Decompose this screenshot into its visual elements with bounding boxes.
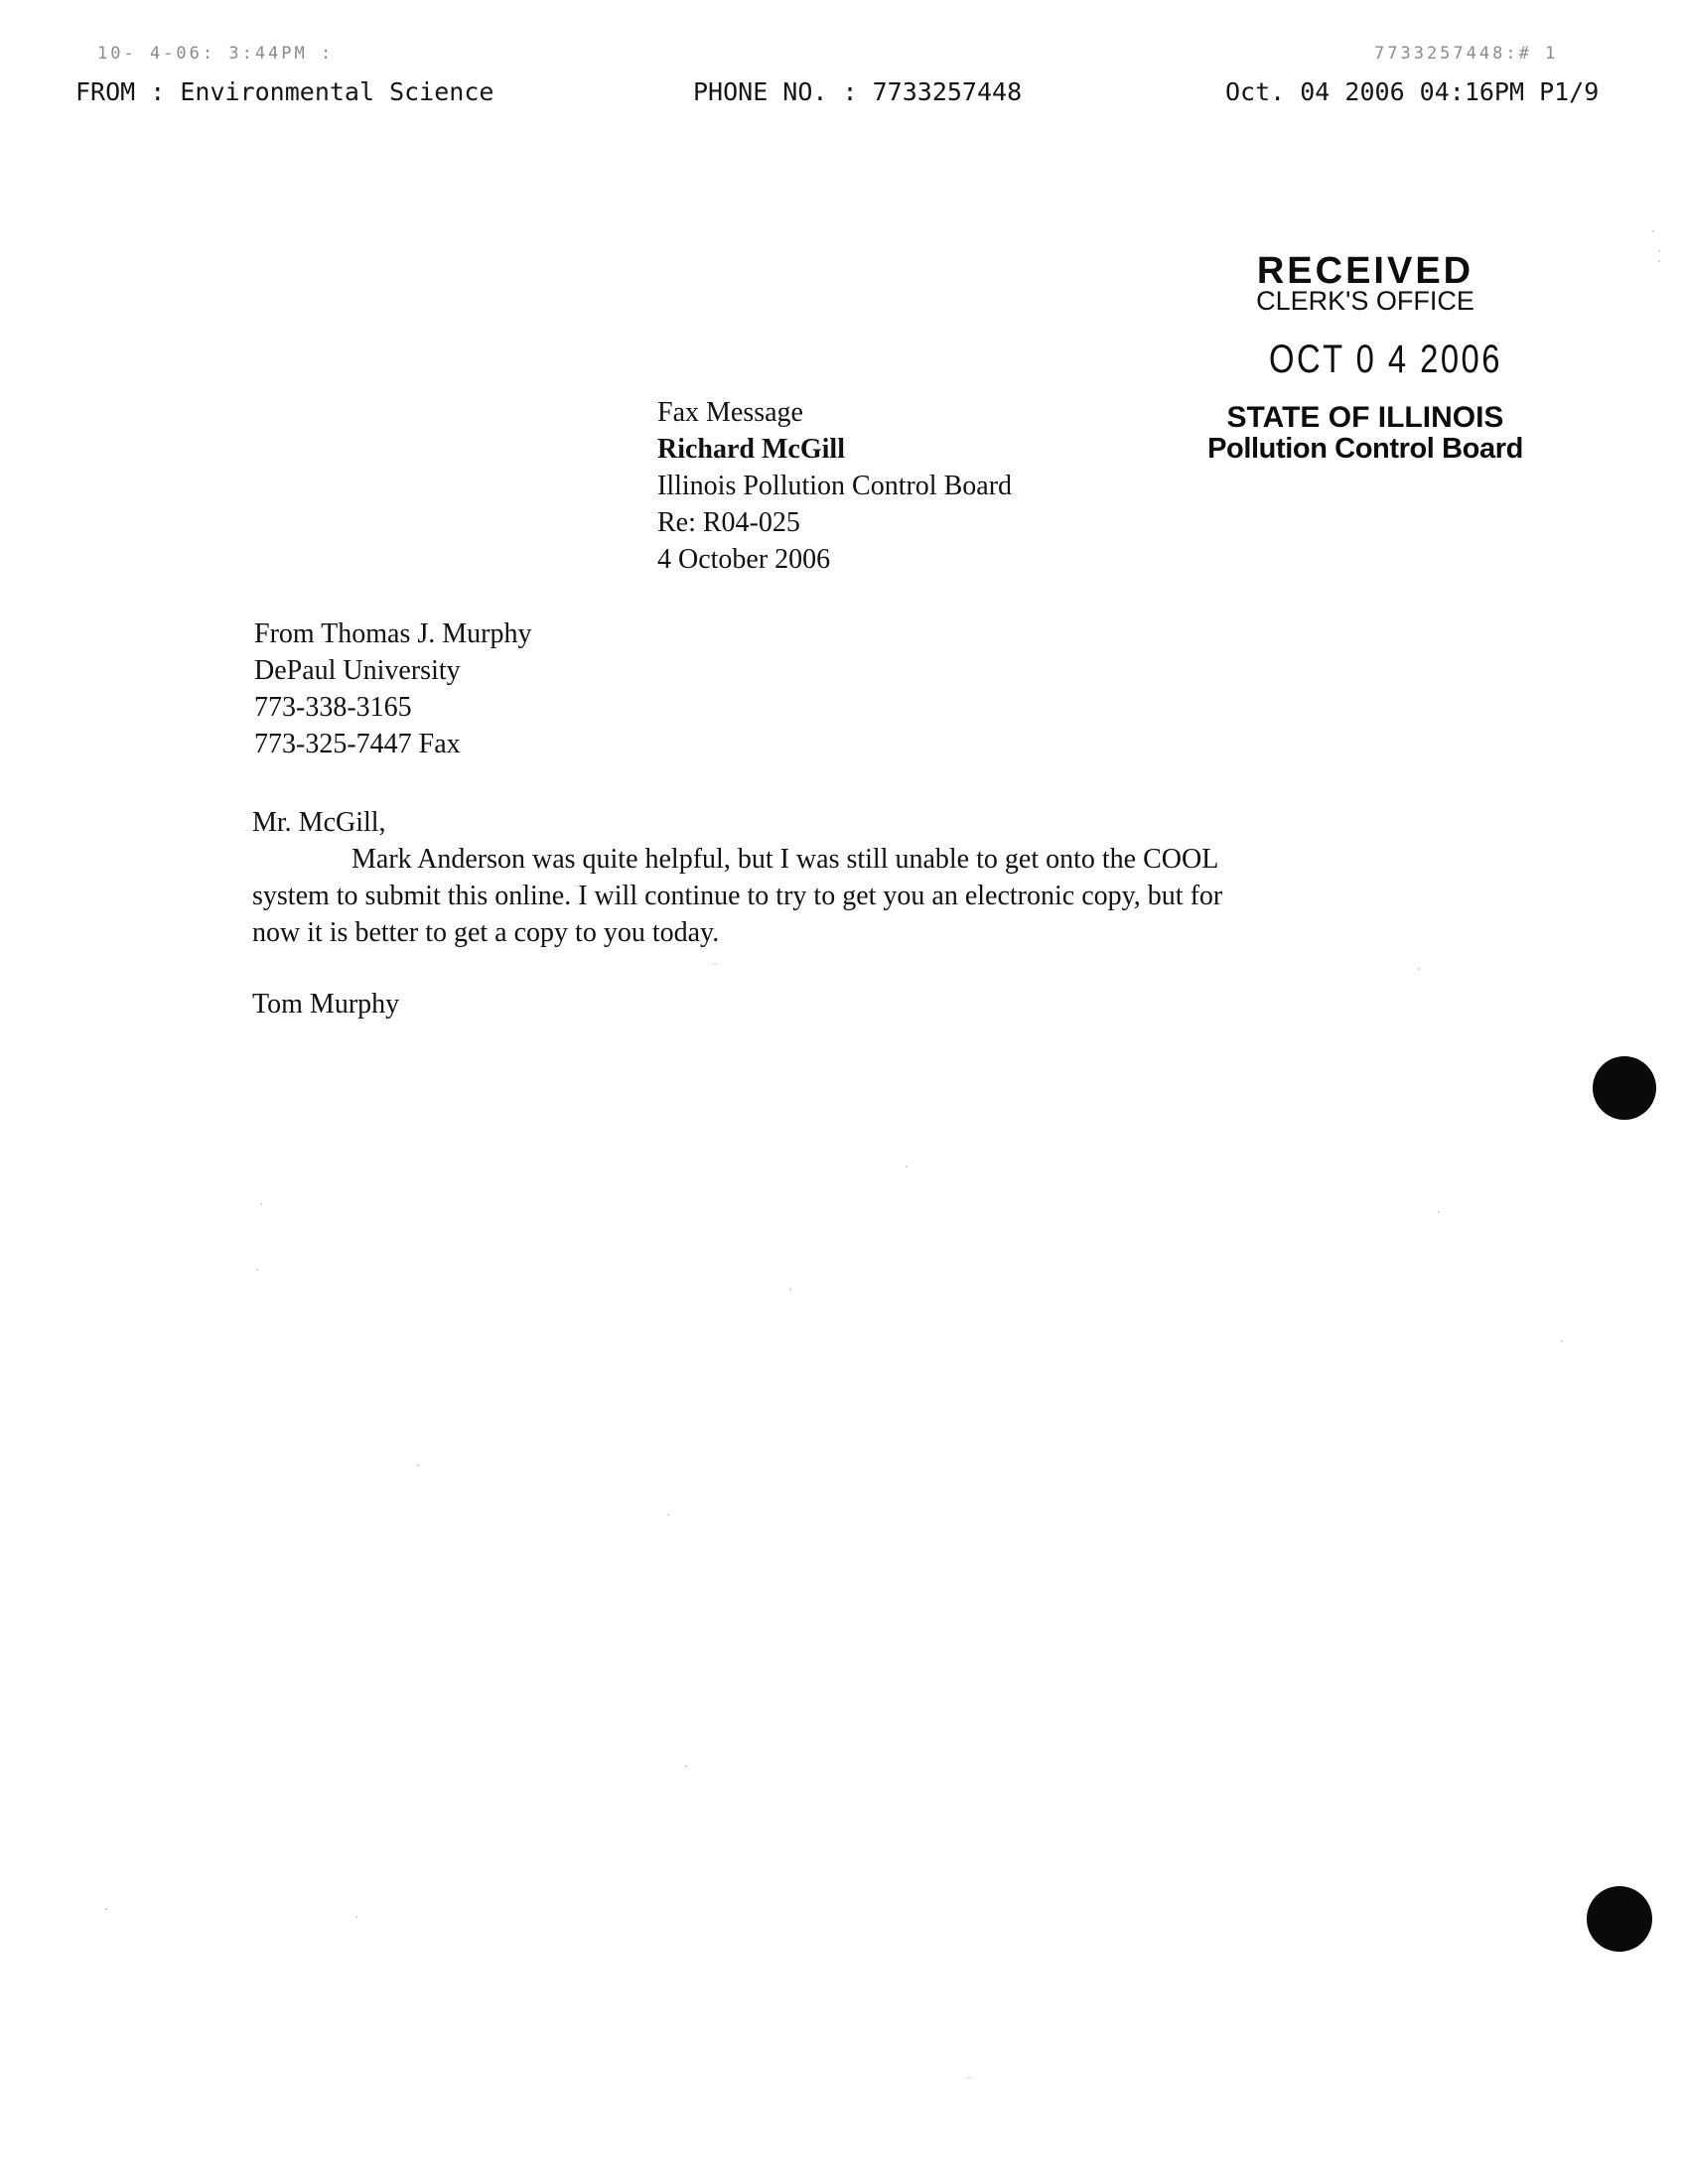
scan-speck bbox=[968, 2077, 970, 2079]
stamp-state: STATE OF ILLINOIS bbox=[1226, 401, 1504, 434]
scan-speck bbox=[906, 1165, 908, 1167]
sender-name: From Thomas J. Murphy bbox=[254, 618, 532, 649]
scan-speck bbox=[1658, 260, 1660, 262]
letter-body bbox=[252, 804, 1222, 951]
fax-date-page-line: Oct. 04 2006 04:16PM P1/9 bbox=[1225, 77, 1600, 106]
recipient-block bbox=[657, 394, 1012, 578]
stamp-board: Pollution Control Board bbox=[1207, 433, 1523, 465]
sender-phone: 773-338-3165 bbox=[254, 692, 412, 723]
scan-speck bbox=[1652, 230, 1654, 232]
fax-phone-line: PHONE NO. : 7733257448 bbox=[693, 77, 1023, 106]
body-line: system to submit this online. I will continue to try to get you an electronic copy, but for bbox=[252, 881, 1223, 911]
scan-speck bbox=[789, 1289, 791, 1291]
scan-speck bbox=[417, 1464, 419, 1466]
scan-speck bbox=[714, 963, 716, 965]
recipient-organization: Illinois Pollution Control Board bbox=[657, 471, 1013, 501]
fax-message-label: Fax Message bbox=[657, 397, 803, 428]
recipient-name: Richard McGill bbox=[657, 434, 845, 465]
fax-from-line: FROM : Environmental Science bbox=[75, 77, 494, 106]
signature: Tom Murphy bbox=[252, 989, 400, 1020]
stamp-received: RECEIVED bbox=[1256, 250, 1474, 292]
scan-speck bbox=[1438, 1211, 1440, 1213]
fax-receive-number: 7733257448:# 1 bbox=[1374, 44, 1559, 64]
scan-speck bbox=[256, 1269, 258, 1271]
scan-speck bbox=[355, 1916, 357, 1918]
punch-hole-top bbox=[1593, 1056, 1656, 1120]
scan-speck bbox=[260, 1203, 262, 1205]
sender-fax: 773-325-7447 Fax bbox=[254, 729, 461, 759]
scan-speck bbox=[1418, 968, 1420, 970]
letter-date: 4 October 2006 bbox=[657, 544, 831, 575]
scan-speck bbox=[685, 1765, 687, 1767]
sender-affiliation: DePaul University bbox=[254, 655, 461, 686]
punch-hole-bottom bbox=[1587, 1886, 1652, 1952]
scan-speck bbox=[105, 1908, 107, 1910]
body-line: now it is better to get a copy to you today. bbox=[252, 917, 720, 948]
reference-number: Re: R04-025 bbox=[657, 507, 800, 538]
stamp-date: OCT 0 4 2006 bbox=[1269, 338, 1502, 381]
sender-block bbox=[254, 615, 532, 762]
fax-receive-timestamp: 10- 4-06: 3:44PM : bbox=[97, 44, 335, 64]
scan-speck bbox=[1658, 250, 1660, 252]
salutation: Mr. McGill, bbox=[252, 807, 386, 838]
stamp-clerks-office: CLERK'S OFFICE bbox=[1256, 286, 1474, 316]
scan-speck bbox=[1561, 1340, 1563, 1342]
scan-speck bbox=[667, 1514, 669, 1516]
body-line: Mark Anderson was quite helpful, but I was still unable to get onto the COOL bbox=[351, 844, 1219, 875]
